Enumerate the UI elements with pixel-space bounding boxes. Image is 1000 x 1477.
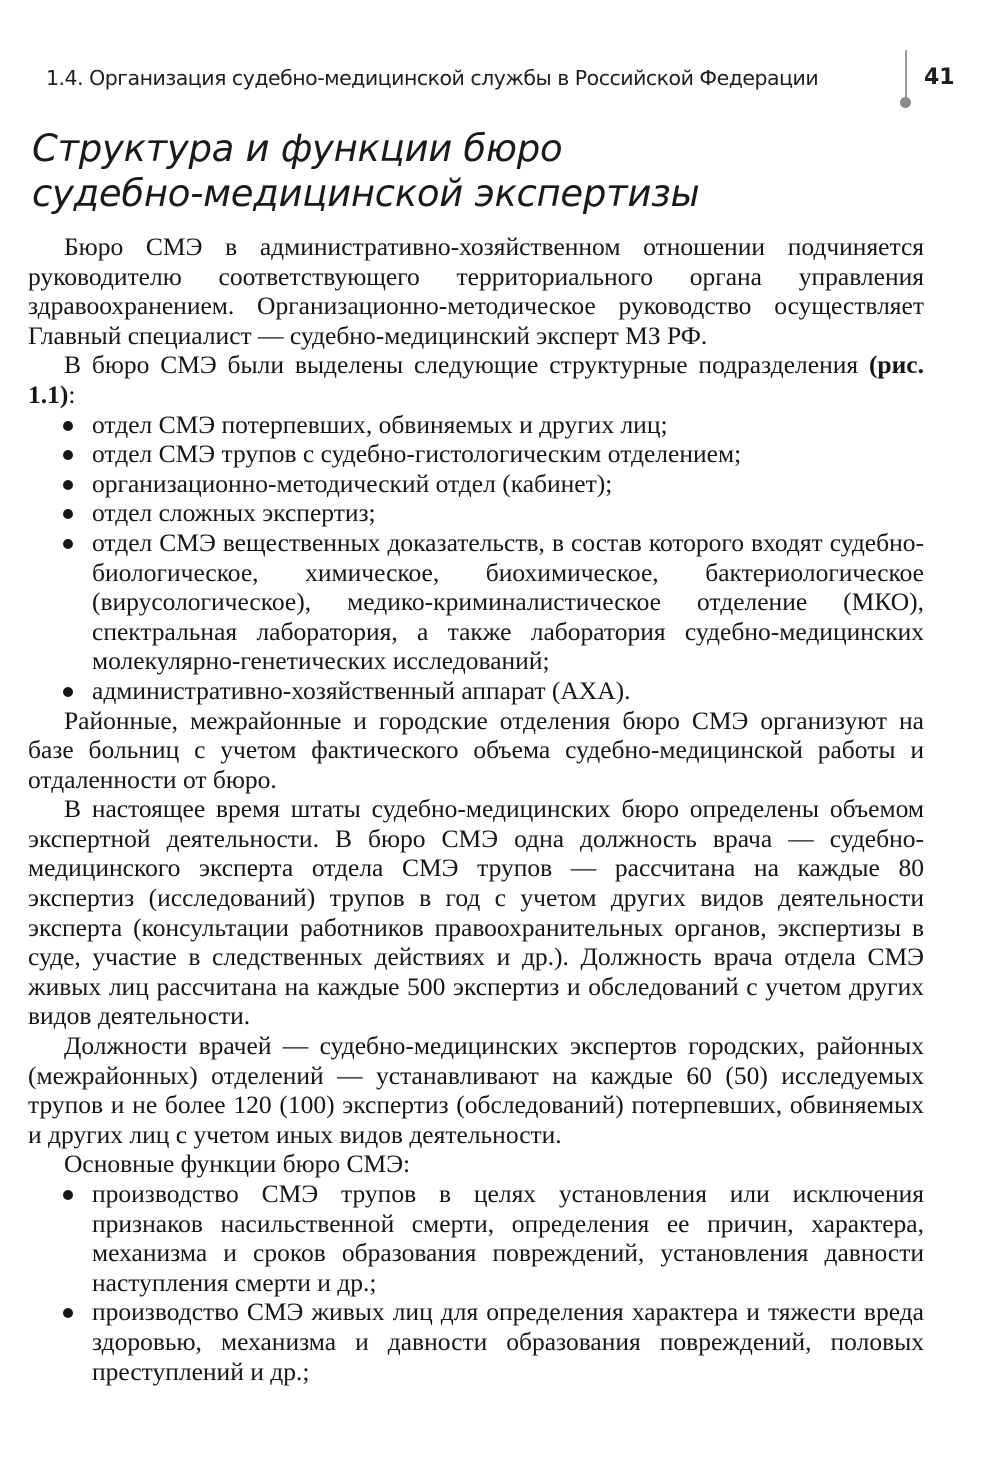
body-text [28,232,924,1386]
header-divider [905,50,907,102]
section-title-line-1: Структура и функции бюро [32,127,563,170]
list-item: отдел СМЭ трупов с судебно-гистологическим отделением; [92,439,924,469]
paragraph-positions: Должности врачей — судебно-медицинских экспертов городских, районных (межрайонных) отделений — устанавливают на каждые 60 (50) исследуемых трупов и не более 120 (100) экспертиз (обследований) потерпевших, обвиняемых и других лиц с учетом иных видов деятельности. [28,1031,924,1149]
list-item: организационно-методический отдел (кабинет); [92,469,924,499]
running-header: 1.4. Организация судебно-медицинской службы в Российской Федерации [46,66,819,90]
figure-reference: (рис. 1.1) [28,350,924,409]
paragraph-staffing: В настоящее время штаты судебно-медицинских бюро определены объемом экспертной деятельности. В бюро СМЭ одна должность врача — судебно-медицинского эксперта отдела СМЭ трупов — рассчитана на каждые 80 экспертиз (исследований) трупов в год с учетом других видов деятельности эксперта (консультации работников правоохранительных органов, экспертизы в суде, участие в следственных действиях и др.). Должность врача отдела СМЭ живых лиц рассчитана на каждые 500 экспертиз и обследований с учетом других видов деятельности. [28,794,924,1031]
list-item: производство СМЭ трупов в целях установления или исключения признаков насильственной смерти, определения ее причин, характера, механизма и сроков образования повреждений, установления давности наступления смерти и др.; [92,1179,924,1297]
paragraph-regional-offices: Районные, межрайонные и городские отделения бюро СМЭ организуют на базе больниц с учетом фактического объема судебно-медицинской работы и отдаленности от бюро. [28,705,924,794]
departments-list [28,410,924,706]
page-number: 41 [924,65,955,90]
list-item: административно-хозяйственный аппарат (АХА). [92,676,924,706]
section-title [32,126,699,216]
list-item: отдел сложных экспертиз; [92,498,924,528]
list-item: производство СМЭ живых лиц для определения характера и тяжести вреда здоровью, механизма и давности образования повреждений, половых преступлений и др.; [92,1297,924,1386]
list-item: отдел СМЭ вещественных доказательств, в состав которого входят судебно-биологическое, химическое, биохимическое, бактериологическое (вирусологическое), медико-криминалистическое отделение (МКО), спектральная лаборатория, а также лаборатория судебно-медицинских молекулярно-генетических исследований; [92,527,924,676]
structure-intro-colon: : [68,379,76,409]
paragraph-structure-intro [28,350,924,409]
section-title-line-2: судебно-медицинской экспертизы [32,172,700,215]
functions-list [28,1179,924,1386]
paragraph-subordination: Бюро СМЭ в административно-хозяйственном отношении подчиняется руководителю соответствующего территориального органа управления здравоохранением. Организационно-методическое руководство осуществляет Главный специалист — судебно-медицинский эксперт МЗ РФ. [28,232,924,350]
list-item: отдел СМЭ потерпевших, обвиняемых и других лиц; [92,410,924,440]
structure-intro-text: В бюро СМЭ были выделены следующие структурные подразделения [64,350,869,380]
paragraph-functions-intro: Основные функции бюро СМЭ: [64,1149,411,1179]
header-divider-dot [900,97,911,108]
